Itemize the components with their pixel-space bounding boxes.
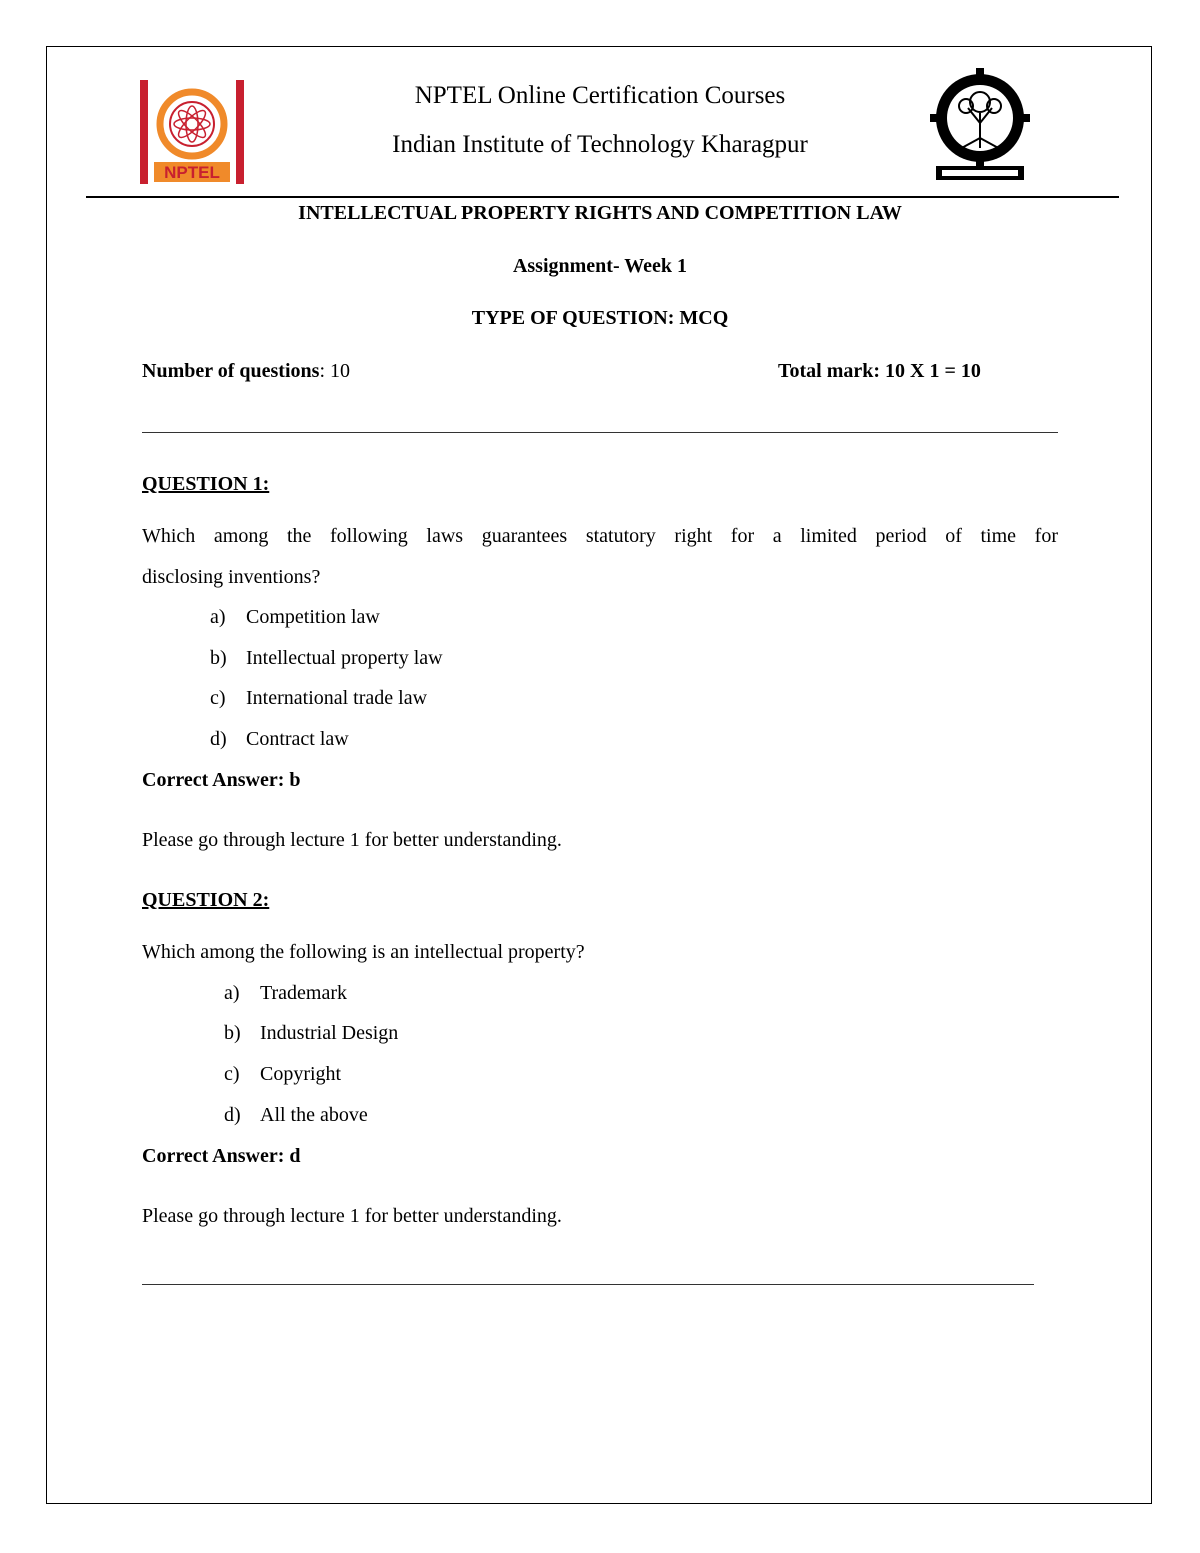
question-2-answer: Correct Answer: d [142, 1145, 301, 1167]
option-text: Intellectual property law [246, 647, 443, 669]
question-1-note: Please go through lecture 1 for better understanding. [142, 829, 562, 851]
question-2-heading: QUESTION 2: [142, 889, 270, 911]
nptel-logo-text: NPTEL [164, 163, 220, 182]
num-questions-value: : 10 [319, 360, 350, 382]
assignment-title: Assignment- Week 1 [512, 255, 688, 277]
option-label: c) [224, 1063, 240, 1085]
num-questions [142, 360, 350, 383]
header-line-1: NPTEL Online Certification Courses [414, 82, 786, 109]
option-text: Contract law [246, 728, 349, 750]
question-1-option-d [210, 728, 349, 751]
iit-kharagpur-logo [928, 68, 1032, 184]
option-text: Copyright [260, 1063, 342, 1085]
total-mark: Total mark: 10 X 1 = 10 [778, 360, 981, 382]
option-text: Competition law [246, 606, 380, 628]
question-2-option-c [224, 1063, 341, 1086]
question-type: TYPE OF QUESTION: MCQ [471, 307, 729, 329]
question-1-answer: Correct Answer: b [142, 769, 301, 791]
question-1-option-a [210, 606, 380, 629]
question-2-note: Please go through lecture 1 for better understanding. [142, 1205, 562, 1227]
option-label: d) [224, 1104, 241, 1126]
bottom-separator-line [142, 1284, 1034, 1285]
question-2-option-a [224, 982, 347, 1005]
question-1-text-line-2: disclosing inventions? [142, 566, 321, 588]
option-label: c) [210, 687, 226, 709]
question-1-option-b [210, 647, 443, 670]
question-1-heading: QUESTION 1: [142, 473, 270, 495]
question-1-text-line-1: Which among the following laws guarantees statutory right for a limited period of time for [142, 525, 1058, 547]
option-text: Trademark [260, 982, 348, 1004]
option-text: All the above [260, 1104, 368, 1126]
separator-line [142, 432, 1058, 433]
header-divider [86, 196, 1119, 198]
option-label: d) [210, 728, 227, 750]
option-label: a) [224, 982, 240, 1004]
question-2-text: Which among the following is an intellectual property? [142, 941, 585, 963]
question-2-option-d [224, 1104, 368, 1127]
option-text: International trade law [246, 687, 428, 709]
option-text: Industrial Design [260, 1022, 399, 1044]
course-title: INTELLECTUAL PROPERTY RIGHTS AND COMPETITION LAW [298, 202, 902, 224]
option-label: b) [210, 647, 227, 669]
question-2-option-b [224, 1022, 398, 1045]
header-line-2: Indian Institute of Technology Kharagpur [392, 131, 808, 158]
option-label: a) [210, 606, 226, 628]
num-questions-label: Number of questions [142, 360, 320, 382]
option-label: b) [224, 1022, 241, 1044]
question-1-option-c [210, 687, 427, 710]
